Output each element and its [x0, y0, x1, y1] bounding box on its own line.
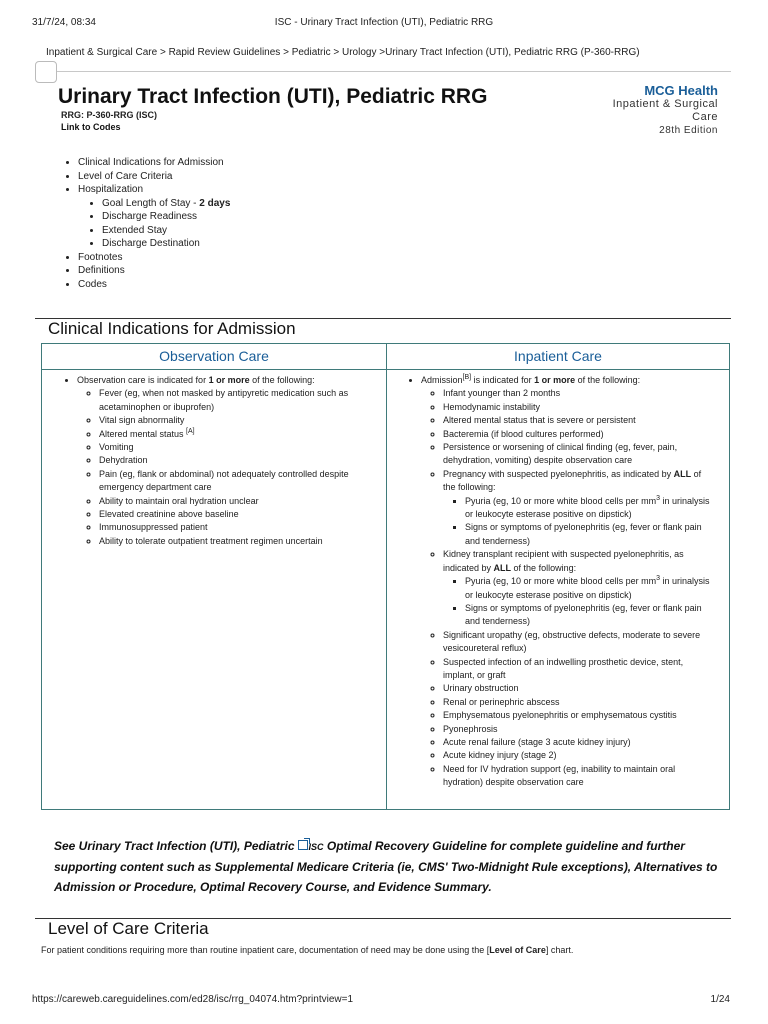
inpatient-care-header: Inpatient Care — [387, 344, 729, 370]
footer-page-number: 1/24 — [710, 994, 730, 1005]
list-item: ◦ Fever (eg, when not masked by antipyretic medication such as acetaminophen or ibuprofen) — [99, 387, 364, 414]
list-item: ◦ Altered mental status that is severe or persistent — [443, 414, 711, 427]
toc-item-footnotes[interactable] — [78, 251, 230, 265]
loc-text-suffix: ] chart. — [545, 945, 574, 955]
observation-care-header: Observation Care — [42, 344, 386, 370]
list-item: ◦ Ability to maintain oral hydration unclear — [99, 495, 364, 508]
list-item: ◦ Renal or perinephric abscess — [443, 696, 711, 709]
item-text: in urinalysis or leukocyte esterase positive on dipstick) — [465, 576, 710, 600]
level-of-care-text — [41, 945, 573, 955]
header-divider — [35, 71, 731, 72]
list-item: ◦ Immunosuppressed patient — [99, 521, 364, 534]
list-item — [421, 374, 711, 790]
list-item: ◦ Urinary obstruction — [443, 682, 711, 695]
item-text: Pregnancy with suspected pyelonephritis, as indicated by — [443, 468, 674, 479]
criteria-intro: Observation care is indicated for — [77, 375, 209, 385]
toc-item-hospitalization[interactable] — [78, 183, 230, 251]
list-item — [443, 468, 711, 548]
external-link-icon[interactable] — [298, 840, 308, 850]
toc-label[interactable]: Clinical Indications for Admission — [78, 157, 224, 168]
list-item: ◦ Vomiting — [99, 441, 364, 454]
guideline-link-text[interactable]: See Urinary Tract Infection (UTI), Pediatric — [54, 839, 295, 853]
list-item: ◦ Persistence or worsening of clinical finding (eg, fever, pain, dehydration, vomiting) despite observation care — [443, 441, 711, 468]
toc-label[interactable]: Codes — [78, 278, 107, 290]
toc-label[interactable]: Definitions — [78, 265, 125, 276]
link-to-codes[interactable]: Link to Codes — [61, 122, 121, 132]
list-item: ◦ Need for IV hydration support (eg, inability to maintain oral hydration) despite observation care — [443, 763, 711, 790]
list-item: ◦ Pain (eg, flank or abdominal) not adequately controlled despite emergency department care — [99, 468, 364, 495]
item-text: Kidney transplant recipient with suspected pyelonephritis, as indicated by — [443, 549, 684, 573]
goal-los-value: 2 days — [199, 197, 231, 209]
list-item: ◦ Acute kidney injury (stage 2) — [443, 749, 711, 762]
table-of-contents — [64, 156, 230, 291]
item-text: Pyuria (eg, 10 or more white blood cells per mm — [465, 576, 657, 587]
note-text: Optimal Recovery Guideline for complete guideline and further supporting content such as Supplemental Medicare Criteria (ie, CMS' Two-Midnight Rule exceptions), Alternatives to Admission or Procedure, Optimal Recovery Course, and Evidence Summary. — [54, 839, 718, 894]
brand-edition: 28th Edition — [659, 125, 718, 136]
toc-label[interactable]: Discharge Destination — [102, 238, 200, 249]
item-text: Altered mental status — [99, 428, 187, 439]
superscript: 3 — [656, 494, 660, 502]
list-item: ◦ Bacteremia (if blood cultures performed) — [443, 428, 711, 441]
print-page-title: ISC - Urinary Tract Infection (UTI), Pediatric RRG — [274, 17, 494, 28]
list-item: ◦ Significant uropathy (eg, obstructive defects, moderate to severe vesicoureteral reflux) — [443, 629, 711, 656]
toc-item-level[interactable] — [78, 170, 230, 184]
criteria-intro: Admission — [421, 375, 463, 385]
criteria-intro-suffix: of the following: — [575, 375, 641, 385]
item-text: Pyuria (eg, 10 or more white blood cells per mm — [465, 495, 657, 506]
criteria-intro-emphasis: 1 or more — [208, 375, 250, 385]
list-item: ◦ Infant younger than 2 months — [443, 387, 711, 400]
footer-url: https://careweb.careguidelines.com/ed28/isc/rrg_04074.htm?printview=1 — [32, 994, 354, 1005]
list-item: ◦ Ability to tolerate outpatient treatment regimen uncertain — [99, 535, 364, 548]
toc-label[interactable]: Footnotes — [78, 251, 123, 263]
list-item — [77, 374, 364, 548]
list-item: ▪ Signs or symptoms of pyelonephritis (eg, fever or flank pain and tenderness) — [465, 521, 711, 548]
toc-label[interactable]: Discharge Readiness — [102, 211, 198, 222]
brand-block — [588, 83, 718, 136]
superscript: 3 — [656, 575, 660, 583]
item-emphasis: ALL — [673, 468, 692, 479]
item-emphasis: ALL — [493, 562, 512, 573]
list-item: ◦ Vital sign abnormality — [99, 414, 364, 427]
level-of-care-chart-link[interactable]: Level of Care — [489, 945, 546, 955]
criteria-intro-suffix: of the following: — [249, 375, 315, 385]
item-text: in urinalysis or leukocyte esterase positive on dipstick) — [465, 495, 710, 520]
observation-column — [42, 344, 387, 809]
list-item: ◦ Suspected infection of an indwelling prosthetic device, stent, implant, or graft — [443, 656, 711, 683]
list-item — [465, 495, 711, 522]
list-item: ◦ Dehydration — [99, 454, 364, 467]
list-item — [99, 428, 364, 441]
list-item: ◦ Emphysematous pyelonephritis or emphysematous cystitis — [443, 709, 711, 722]
toc-item-discharge-destination[interactable] — [102, 237, 230, 251]
toc-label[interactable]: Extended Stay — [102, 224, 168, 236]
toc-item-clinical[interactable] — [78, 156, 230, 170]
list-item: ▪ Signs or symptoms of pyelonephritis (eg, fever or flank pain and tenderness) — [465, 602, 711, 629]
item-text: of the following: — [511, 562, 577, 573]
brand-product: Inpatient & Surgical Care — [612, 98, 718, 123]
list-item: ◦ Pyonephrosis — [443, 723, 711, 736]
item-text: of the following: — [443, 468, 702, 493]
brand-name: MCG Health — [644, 83, 718, 98]
rrg-code: RRG: P-360-RRG (ISC) — [61, 110, 158, 120]
print-datetime: 31/7/24, 08:34 — [32, 17, 96, 28]
list-item — [465, 575, 711, 602]
toc-label[interactable]: Level of Care Criteria — [78, 170, 173, 182]
admission-criteria-table — [41, 343, 730, 810]
toc-item-extended-stay[interactable] — [102, 224, 230, 238]
list-item — [443, 548, 711, 628]
list-item: ◦ Acute renal failure (stage 3 acute kidney injury) — [443, 736, 711, 749]
toc-label[interactable]: Goal Length of Stay - — [102, 197, 200, 209]
isc-tag: ISC — [308, 842, 324, 852]
breadcrumb[interactable]: Inpatient & Surgical Care > Rapid Review Guidelines > Pediatric > Urology >Urinary Tract Infection (UTI), Pediatric RRG (P-360-RRG) — [46, 47, 640, 58]
section-heading-clinical: Clinical Indications for Admission — [48, 319, 296, 338]
criteria-intro-emphasis: 1 or more — [534, 375, 576, 385]
footnote-ref-b[interactable]: [B] — [462, 374, 472, 381]
footnote-ref-a[interactable]: [A] — [186, 427, 195, 435]
toc-item-discharge-readiness[interactable] — [102, 210, 230, 224]
toc-item-definitions[interactable] — [78, 264, 230, 278]
inpatient-column — [387, 344, 729, 809]
toc-item-goal-los[interactable] — [102, 197, 230, 211]
toc-label[interactable]: Hospitalization — [78, 184, 144, 195]
see-guideline-note — [54, 836, 734, 897]
select-checkbox[interactable] — [35, 61, 57, 83]
page-title: Urinary Tract Infection (UTI), Pediatric RRG — [58, 85, 488, 108]
toc-item-codes[interactable] — [78, 278, 230, 292]
criteria-intro-mid: is indicated for — [471, 375, 535, 385]
list-item: ◦ Elevated creatinine above baseline — [99, 508, 364, 521]
list-item: ◦ Hemodynamic instability — [443, 401, 711, 414]
section-heading-level-of-care: Level of Care Criteria — [48, 919, 209, 938]
loc-text-prefix: For patient conditions requiring more than routine inpatient care, documentation of need may be done using the [ — [41, 945, 490, 955]
